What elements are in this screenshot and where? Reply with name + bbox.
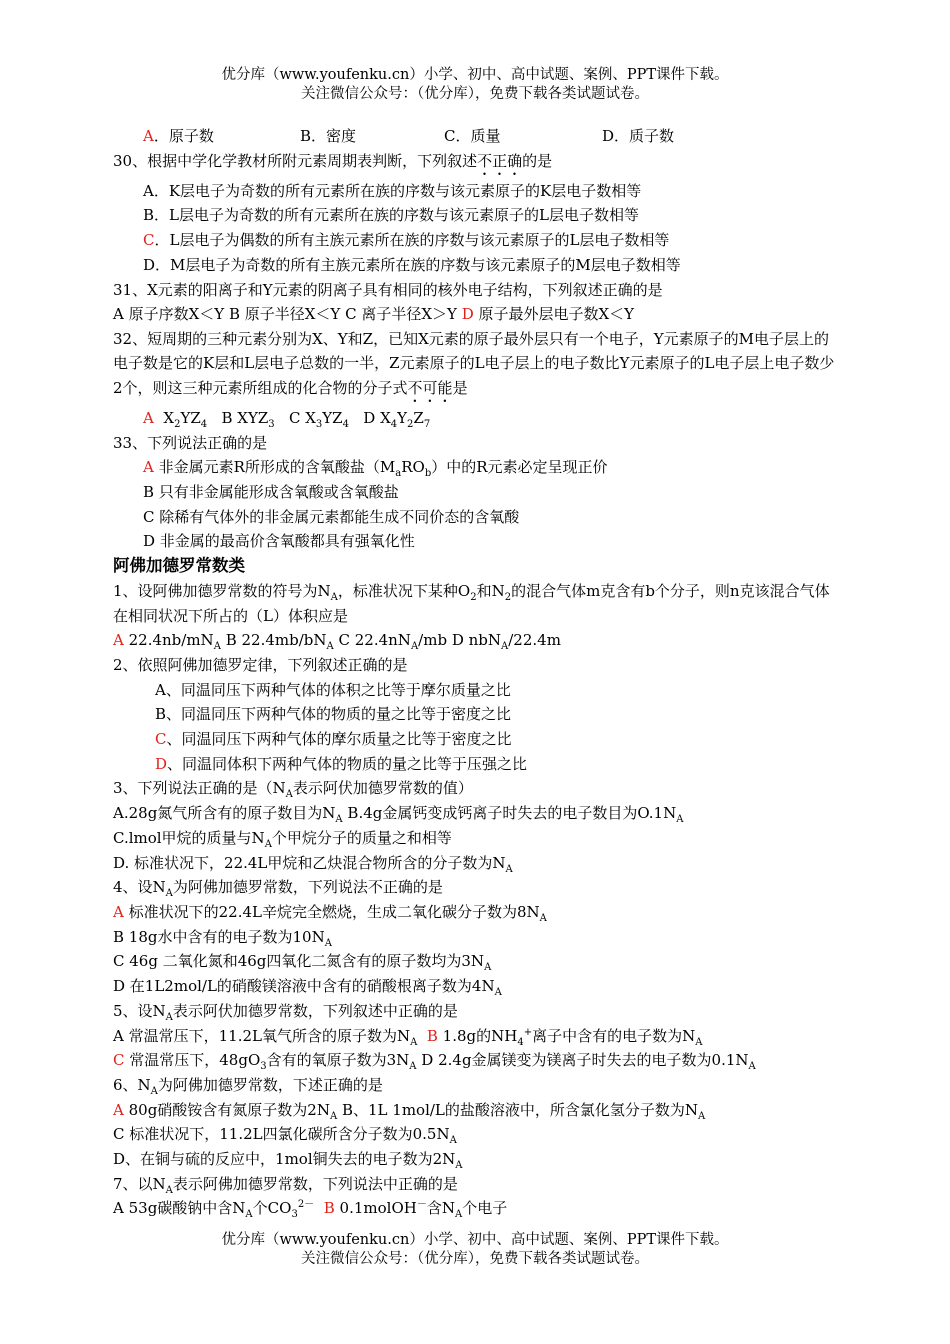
header-line-2: 关注微信公众号：（优分库），免费下载各类试题试卷。 [301, 86, 649, 102]
n5-options-cd: C 常温常压下，$48gO_3$含有的氧原子数为$3N_A$ D 2.4g金属镁变为镁离子时失去的电子数为$0.1N_A$ [113, 1051, 756, 1073]
q31-stem: 31、X元素的阳离子和Y元素的阴离子具有相同的核外电子结构，下列叙述正确的是 [113, 280, 663, 299]
n2-option-a: A、同温同压下两种气体的体积之比等于摩尔质量之比 [155, 680, 511, 699]
n7-answer-letter: B [323, 1199, 335, 1218]
n2-option-b: B、同温同压下两种气体的物质的量之比等于密度之比 [155, 705, 512, 724]
n2-stem: 2、依照阿佛加德罗定律，下列叙述正确的是 [113, 655, 408, 674]
q30-option-d: D．M层电子为奇数的所有主族元素所在族的序数与该元素原子的M层电子数相等 [143, 255, 681, 274]
n1-options: A $22.4nb/mN_A$ B $22.4mb/bN_A$ C $22.4nN_A/mb$ D nbN$_A$/22.4m [113, 631, 561, 653]
q30-option-a: A．K层电子为奇数的所有元素所在族的序数与该元素原子的K层电子数相等 [143, 181, 642, 200]
n5-answer-letter-c: C [113, 1051, 125, 1070]
n4-answer-letter: A [113, 902, 124, 921]
q33-answer-letter: A [143, 458, 154, 477]
n4-option-a: A 标准状况下的22.4L辛烷完全燃烧，生成二氧化碳分子数为$8N_A$ [113, 902, 547, 924]
q29-option-b: B．密度 [300, 127, 357, 145]
footer-line-2: 关注微信公众号：（优分库），免费下载各类试题试卷。 [301, 1251, 649, 1267]
q32-answer-letter: A [143, 408, 154, 427]
n4-option-b: B 18g水中含有的电子数为$10N_A$ [113, 927, 332, 949]
q33-option-a: A 非金属元素R所形成的含氧酸盐$(M_aRO_b)$中的R元素必定呈现正价 [143, 458, 608, 480]
q33-option-c: C 除稀有气体外的非金属元素都能生成不同价态的含氧酸 [143, 507, 520, 526]
q29-answer-letter: A [143, 127, 154, 145]
footer-line-1: 优分库（www.youfenku.cn）小学、初中、高中试题、案例、PPT课件下载。 [221, 1232, 729, 1248]
q30-stem: 30、根据中学化学教材所附元素周期表判断，下列叙述不正确的是 [113, 151, 553, 170]
n4-option-d: D 在1L2mol/L的硝酸镁溶液中含有的硝酸根离子数为$4N_A$ [113, 977, 502, 999]
n4-stem: 4、设$N_A$为阿佛加德罗常数，下列说法不正确的是 [113, 878, 443, 900]
q32-stem: 32、短周期的三种元素分别为X、Y和Z，已知X元素的原子最外层只有一个电子，Y元素原子的M电子层上的电子数是它的K层和L层电子总数的一半，Z元素原子的L电子层上的电子数比Y元素原子的L电子层上电子数少2个，则这三种元素所组成的化合物的分子式不可能是 [113, 329, 835, 397]
q30-option-b: B．L层电子为奇数的所有元素所在族的序数与该元素原子的L层电子数相等 [143, 206, 639, 225]
n2-option-c: C、同温同压下两种气体的摩尔质量之比等于密度之比 [155, 730, 512, 749]
q33-option-b: B 只有非金属能形成含氧酸或含氧酸盐 [143, 483, 399, 502]
n2-option-d: D、同温同体积下两种气体的物质的量之比等于压强之比 [155, 754, 528, 773]
q31-answer-letter: D [461, 305, 474, 324]
document-body [113, 124, 843, 1221]
n1-answer-letter: A [113, 631, 124, 650]
n6-answer-letter: A [113, 1100, 124, 1119]
q29-option-d: D．质子数 [602, 127, 675, 145]
q32-emphasis: 不可能 [407, 378, 453, 397]
header-line-1: 优分库（www.youfenku.cn）小学、初中、高中试题、案例、PPT课件下载。 [221, 67, 729, 83]
n2-answer-letter-d: D [155, 754, 168, 773]
n3-option-d: D. 标准状况下，22.4L甲烷和乙炔混合物所含的分子数为$N_A$ [113, 853, 513, 875]
q33-option-d: D 非金属的最高价含氧酸都具有强氧化性 [143, 532, 415, 551]
n1-stem: 1、设阿佛加德罗常数的符号为$N_A$，标准状况下某种$O_2$和$N_2$的混合气体m克含有b个分子，则n克该混合气体在相同状况下所占的（L）体积应是 [113, 581, 830, 625]
n7-options-ab: A 53g碳酸钠中含$N_A$个$CO_3^{2-}$ B 0.1molOH－含$N_A$个电子 [113, 1199, 508, 1221]
n6-options-ab: A 80g硝酸铵含有氮原子数为$2N_A$ B、1L 1mol/L的盐酸溶液中，所含氯化氢分子数为$N_A$ [113, 1100, 706, 1122]
q29-options [113, 124, 843, 149]
section-title: 阿佛加德罗常数类 [113, 556, 245, 576]
q30-emphasis: 不正确 [477, 151, 523, 170]
n6-option-d: D、在铜与硫的反应中，1mol铜失去的电子数为$2N_A$ [113, 1150, 463, 1172]
n3-option-c: C.lmol甲烷的质量与$N_A$个甲烷分子的质量之和相等 [113, 828, 452, 850]
page-footer [0, 1231, 950, 1269]
n5-options-ab: A 常温常压下，11.2L氧气所含的原子数为$N_A$ B 1.8g的$NH_4^+$离子中含有的电子数为$N_A$ [113, 1026, 703, 1048]
n4-option-c: C 46g 二氧化氮和46g四氧化二氮含有的原子数均为$3N_A$ [113, 952, 492, 974]
n2-answer-letter-c: C [155, 730, 167, 749]
q29-option-c: C．质量 [444, 127, 501, 145]
q31-options: A 原子序数X＜Y B 原子半径X＜Y C 离子半径X＞Y D 原子最外层电子数X＜Y [113, 305, 635, 324]
q32-options: A $X_2YZ_4$ B $XYZ_3$ C $X_3YZ_4$ D $X_4Y_2Z_7$ [143, 408, 431, 430]
q30-answer-letter: C [143, 231, 155, 250]
n6-option-c: C 标准状况下，11.2L四氯化碳所含分子数为$0.5N_A$ [113, 1125, 457, 1147]
n3-options-ab: A.28g氮气所含有的原子数目为$N_A$ B.4g金属钙变成钙离子时失去的电子数目为$O.1N_A$ [113, 804, 684, 826]
n6-stem: 6、$N_A$为阿佛加德罗常数，下述正确的是 [113, 1075, 383, 1097]
n5-answer-letter-b: B [426, 1026, 438, 1045]
n3-stem: 3、下列说法正确的是（$N_A$表示阿伏加德罗常数的值） [113, 779, 473, 801]
q33-stem: 33、下列说法正确的是 [113, 433, 268, 452]
q30-option-c: C．L层电子为偶数的所有主族元素所在族的序数与该元素原子的L层电子数相等 [143, 231, 670, 250]
page-header [0, 66, 950, 104]
q29-option-a: ．原子数 [153, 127, 214, 145]
n5-stem: 5、设$N_A$表示阿伏加德罗常数，下列叙述中正确的是 [113, 1001, 458, 1023]
n7-stem: 7、以$N_A$表示阿佛加德罗常数，下列说法中正确的是 [113, 1174, 458, 1196]
